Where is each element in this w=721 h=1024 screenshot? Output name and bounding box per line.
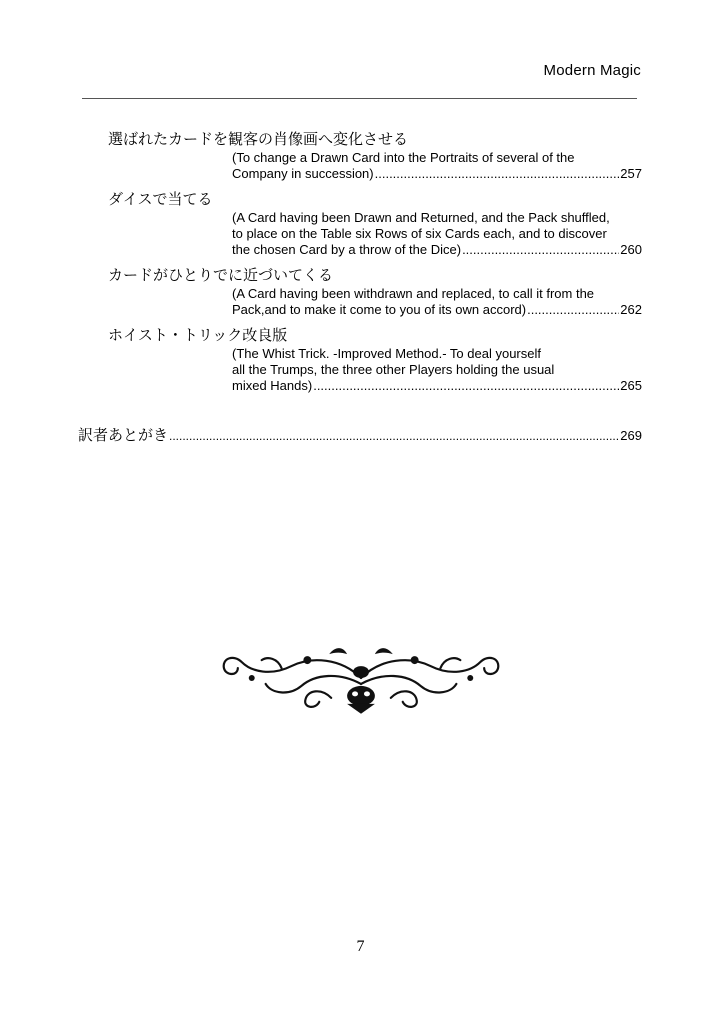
dot-leader [462,242,619,258]
description-line: (A Card having been withdrawn and replaced, to call it from the [232,286,595,301]
toc-entry[interactable] [0,188,721,258]
description-line: mixed Hands) [232,378,313,393]
page-number: 262 [620,302,642,317]
page-number: 257 [620,166,642,181]
header-rule [82,98,637,99]
toc-entry-description [232,286,642,318]
toc-entry-title: 選ばれたカードを観客の肖像画へ変化させる [108,130,409,148]
toc-entry-title: ホイスト・トリック改良版 [108,326,288,344]
description-line: Company in succession) [232,166,374,181]
dot-leader [375,166,620,182]
toc-entry-description [232,150,642,182]
page-number: 265 [620,378,642,393]
table-of-contents [0,128,721,400]
toc-entry[interactable] [0,324,721,394]
page-number: 269 [620,428,642,443]
description-line: the chosen Card by a throw of the Dice) [232,242,462,257]
running-title: Modern Magic [543,62,641,79]
toc-entry-description [232,346,642,394]
description-line: (To change a Drawn Card into the Portraits of several of the [232,150,575,165]
page-number-footer: 7 [356,938,365,955]
description-line: (The Whist Trick. -Improved Method.- To deal yourself [232,346,541,361]
description-line: all the Trumps, the three other Players holding the usual [232,362,555,377]
toc-entry-title: ダイスで当てる [108,190,213,208]
toc-entry-afterword[interactable] [78,424,642,445]
description-line: Pack,and to make it come to you of its own accord) [232,302,527,317]
toc-entry-description [232,210,642,258]
toc-entry[interactable] [0,264,721,318]
dot-leader [313,378,619,394]
description-line: to place on the Table six Rows of six Cards each, and to discover [232,226,607,241]
toc-entry[interactable] [0,128,721,182]
decorative-scroll-ornament-icon [212,638,510,714]
dot-leader [527,302,619,318]
afterword-title: 訳者あとがき [78,426,169,444]
description-line: (A Card having been Drawn and Returned, and the Pack shuffled, [232,210,610,225]
toc-entry-title: カードがひとりでに近づいてくる [108,266,334,284]
dot-leader [169,429,619,443]
page-number: 260 [620,242,642,257]
